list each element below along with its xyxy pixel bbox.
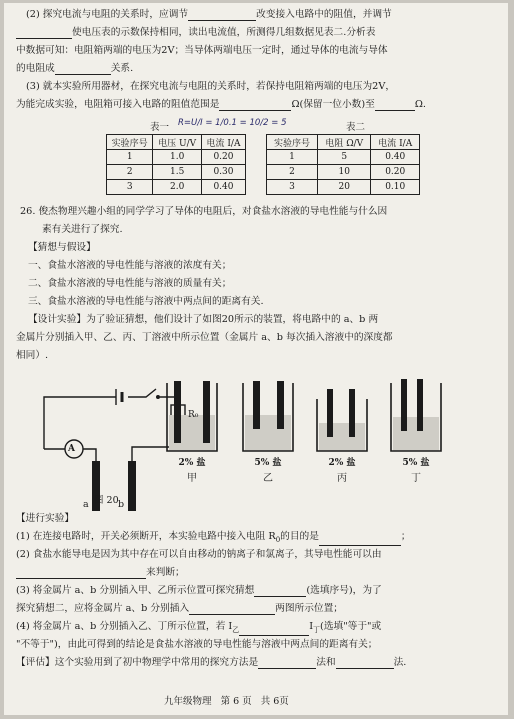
answer-blank[interactable] — [319, 535, 401, 546]
beaker-bing — [317, 389, 367, 451]
beaker-yi-conc: 5% 盐 — [254, 458, 282, 468]
hypothesis-1: 一、食盐水溶液的导电性能与溶液的浓度有关； — [28, 260, 232, 271]
table2-header-cell: 电流 I/A — [371, 135, 420, 150]
table2-cell: 20 — [318, 180, 371, 195]
text: (1) 在连接电路时，开关必须断开，本实验电路中接入电阻 R — [16, 531, 276, 542]
beaker-jia-conc: 2% 盐 — [178, 458, 206, 468]
beaker-bing-name: 丙 — [337, 473, 347, 484]
table2-cell: 0.20 — [371, 165, 420, 180]
table2-header-cell: 电阻 Ω/V — [318, 135, 371, 150]
answer-blank[interactable] — [16, 568, 146, 579]
footer-page: 第 6 页 — [220, 696, 252, 707]
table1-header-cell: 电压 U/V — [153, 135, 202, 150]
procedure-3-line2 — [16, 603, 343, 615]
table1-cell: 1 — [107, 150, 153, 165]
electrode-b — [128, 461, 136, 511]
q25-p2-line3: 中数据可知：电阻箱两端的电压为2V；当导体两端电压一定时，通过导体的电流与导体 — [16, 45, 388, 56]
text: 的电阻成 — [16, 63, 55, 74]
resistor-label: R₀ — [188, 410, 199, 420]
handwritten-note: R=U/I = 1/0.1 = 10/2 = 5 — [178, 118, 287, 128]
procedure-4-line2: "不等于")，由此可得到的结论是食盐水溶液的导电性能与溶液中两点间的距离有关； — [16, 639, 378, 650]
text: (选填序号)，为了 — [306, 585, 382, 596]
table2-cell: 1 — [267, 150, 318, 165]
figure-caption: 图 20 — [94, 495, 119, 506]
table2-cell: 0.40 — [371, 150, 420, 165]
beaker-yi-name: 乙 — [263, 473, 273, 484]
text: 使电压表的示数保持相同，读出电流值，所测得几组数据见表二.分析表 — [72, 27, 376, 38]
table1-cell: 0.30 — [201, 165, 245, 180]
table1-header-cell: 实验序号 — [107, 135, 153, 150]
table2-header-cell: 实验序号 — [267, 135, 318, 150]
procedure-2-line1: (2) 食盐水能导电是因为其中存在可以自由移动的钠离子和氯离子，其导电性能可以由 — [16, 549, 382, 560]
text: 探究猜想二，应将金属片 a、b 分别插入 — [16, 603, 190, 614]
design-line1: 【设计实验】为了验证猜想，他们设计了如图20所示的装置，将电路中的 a、b 两 — [28, 314, 379, 325]
beaker-yi — [243, 381, 293, 451]
table1-cell: 3 — [107, 180, 153, 195]
semicolon: ； — [400, 531, 411, 542]
ammeter-label: A — [68, 444, 75, 454]
text: I — [309, 621, 314, 632]
table2-cell: 5 — [318, 150, 371, 165]
answer-blank[interactable] — [254, 586, 306, 597]
table1-cell: 2.0 — [153, 180, 202, 195]
text: Ω. — [414, 99, 426, 110]
table1-header-cell: 电流 I/A — [201, 135, 245, 150]
procedure-3-line1 — [16, 585, 382, 597]
answer-blank[interactable] — [336, 658, 394, 669]
beaker-jia-name: 甲 — [187, 473, 197, 484]
text: 关系. — [110, 63, 134, 74]
switch-icon — [156, 395, 160, 399]
exam-page — [4, 3, 508, 715]
text: 的目的是 — [280, 531, 319, 542]
hypothesis-2: 二、食盐水溶液的导电性能与溶液的质量有关； — [28, 278, 232, 289]
footer — [164, 693, 289, 707]
electrode-a-label: a — [83, 499, 89, 510]
beaker-ding-name: 丁 — [411, 473, 421, 484]
answer-blank[interactable] — [189, 604, 275, 615]
text: (选填"等于"或 — [320, 621, 382, 632]
table2-cell: 3 — [267, 180, 318, 195]
subscript: 丁 — [313, 625, 321, 634]
table1-cell: 0.20 — [201, 150, 245, 165]
battery-icon — [116, 389, 122, 405]
footer-subject: 九年级物理 — [164, 696, 212, 707]
hypothesis-3: 三、食盐水溶液的导电性能与溶液中两点间的距离有关. — [28, 296, 264, 307]
text: 法. — [393, 657, 407, 668]
table2-caption: 表二 — [346, 122, 366, 133]
text: 为能完成实验，电阻箱可接入电路的阻值范围是 — [16, 99, 220, 110]
design-line2: 金属片分别插入甲、乙、丙、丁溶液中所示位置（金属片 a、b 每次插入溶液中的深度都 — [16, 332, 393, 343]
design-line3: 相同）. — [16, 350, 49, 361]
hypothesis-title: 【猜想与假设】 — [28, 242, 96, 253]
table1-cell: 0.40 — [201, 180, 245, 195]
subscript: 乙 — [232, 625, 240, 634]
text: 改变接入电路中的阻值，并调节 — [256, 9, 392, 20]
procedure-4-line1 — [16, 621, 381, 636]
beaker-ding-conc: 5% 盐 — [402, 458, 430, 468]
procedure-title: 【进行实验】 — [16, 513, 75, 524]
table1-cell: 1.5 — [153, 165, 202, 180]
electrode-b-label: b — [118, 499, 125, 510]
circuit-wires — [44, 389, 178, 461]
text: 两图所示位置； — [275, 603, 343, 614]
text: Ω(保留一位小数)至 — [291, 99, 375, 110]
table1-cell: 2 — [107, 165, 153, 180]
text: 法和 — [316, 657, 336, 668]
q26-intro-line2: 素有关进行了探究. — [42, 224, 123, 235]
evaluation — [16, 657, 406, 669]
text: (2) 探究电流与电阻的关系时，应调节 — [26, 9, 189, 20]
subscript: 0 — [275, 535, 281, 544]
answer-blank[interactable] — [239, 625, 309, 636]
beaker-bing-conc: 2% 盐 — [328, 458, 356, 468]
table2-cell: 10 — [318, 165, 371, 180]
table1-caption: 表一 — [150, 122, 170, 133]
table1-cell: 1.0 — [153, 150, 202, 165]
text: 【评估】这个实验用到了初中物理学中常用的探究方法是 — [16, 657, 259, 668]
table2-cell: 2 — [267, 165, 318, 180]
text: (3) 将金属片 a、b 分别插入甲、乙所示位置可探究猜想 — [16, 585, 255, 596]
q26-intro-line1: 26. 俊杰物理兴趣小组的同学学习了导体的电阻后，对食盐水溶液的导电性能与什么因 — [20, 206, 388, 217]
table2-cell: 0.10 — [371, 180, 420, 195]
procedure-1 — [16, 531, 411, 546]
procedure-2-line2 — [16, 567, 185, 579]
beaker-ding — [391, 379, 441, 451]
answer-blank[interactable] — [258, 658, 316, 669]
footer-total: 共 6页 — [260, 696, 289, 707]
text: (4) 将金属片 a、b 分别插入乙、丁所示位置，若 I — [16, 621, 233, 632]
text: 来判断； — [146, 567, 185, 578]
q25-p3-line1: (3) 就本实验所用器材，在探究电流与电阻的关系时，若保持电阻箱两端的电压为2V， — [26, 81, 396, 92]
